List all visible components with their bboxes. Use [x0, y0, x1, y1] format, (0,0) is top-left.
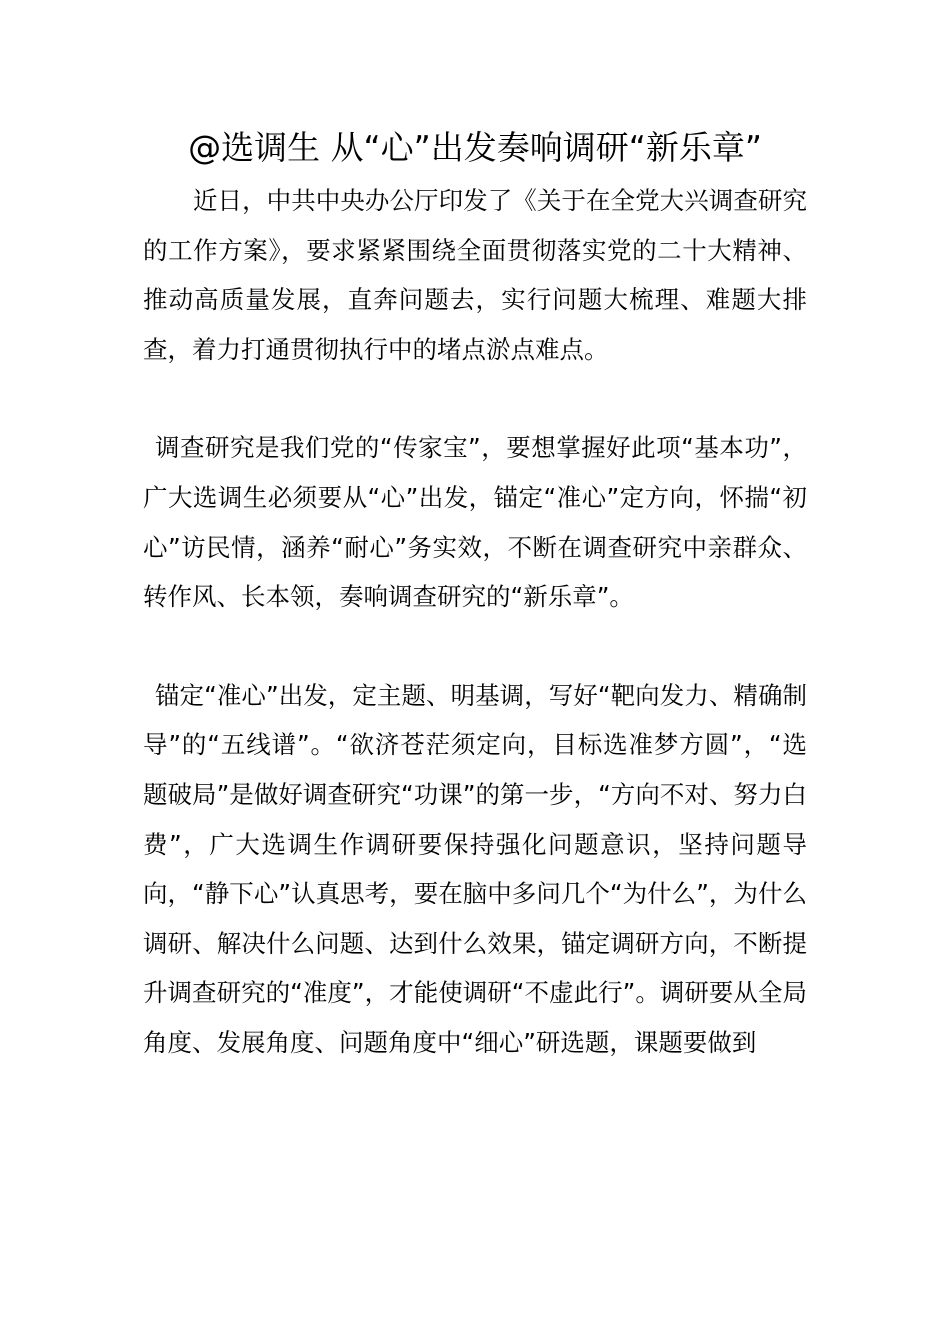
document-title: @选调生 从“心”出发奏响调研“新乐章” [188, 128, 762, 167]
document-page [143, 124, 807, 1068]
paragraph-intro: 近日，中共中央办公厅印发了《关于在全党大兴调查研究的工作方案》，要求紧紧围绕全面贯彻落实党的二十大精神、推动高质量发展，直奔问题去，实行问题大梳理、难题大排查，着力打通贯彻执行中的堵点淤点难点。 [143, 186, 807, 364]
paragraph-research: 调查研究是我们党的“传家宝”，要想掌握好此项“基本功”，广大选调生必须要从“心”出发，锚定“准心”定方向，怀揣“初心”访民情，涵养“耐心”务实效，不断在调查研究中亲群众、转作风、长本领，奏响调查研究的“新乐章”。 [143, 433, 807, 612]
paragraph-focus: 锚定“准心”出发，定主题、明基调，写好“靶向发力、精确制导”的“五线谱”。“欲济苍茫须定向，目标选准梦方圆”，“选题破局”是做好调查研究“功课”的第一步，“方向不对、努力白费”，广大选调生作调研要保持强化问题意识，坚持问题导向，“静下心”认真思考，要在脑中多问几个“为什么”，为什么调研、解决什么问题、达到什么效果，锚定调研方向，不断提升调查研究的“准度”，才能使调研“不虚此行”。调研要从全局角度、发展角度、问题角度中“细心”研选题，课题要做到 [143, 680, 807, 1057]
